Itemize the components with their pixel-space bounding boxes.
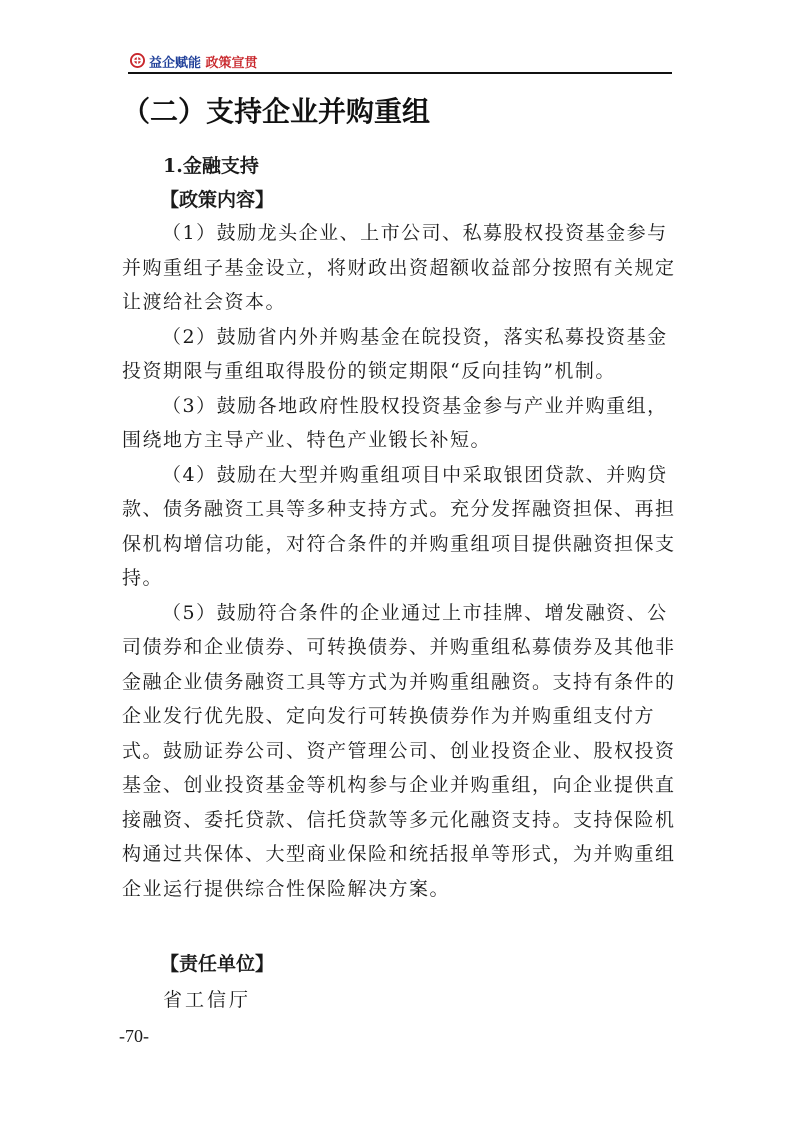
paragraph: （4）鼓励在大型并购重组项目中采取银团贷款、并购贷款、债务融资工具等多种支持方式。充分发挥融资担保、再担保机构增信功能，对符合条件的并购重组项目提供融资担保支持。: [122, 463, 676, 589]
paragraph: （3）鼓励各地政府性股权投资基金参与产业并购重组，围绕地方主导产业、特色产业锻长补短。: [122, 394, 668, 451]
paragraph: （5）鼓励符合条件的企业通过上市挂牌、增发融资、公司债券和企业债券、可转换债券、并购重组私募债券及其他非金融企业债务融资工具等方式为并购重组融资。支持有条件的企业发行优先股、定向发行可转换债券作为并购重组支付方式。鼓励证券公司、资产管理公司、创业投资企业、股权投资基金、创业投资基金等机构参与企业并购重组，向企业提供直接融资、委托贷款、信托贷款等多元化融资支持。支持保险机构通过共保体、大型商业保险和统括报单等形式，为并购重组企业运行提供综合性保险解决方案。: [122, 601, 676, 900]
section-title: （二）支持企业并购重组: [122, 95, 431, 128]
header-divider: [128, 72, 672, 74]
paragraph: （2）鼓励省内外并购基金在皖投资，落实私募投资基金投资期限与重组取得股份的锁定期限“反向挂钩”机制。: [122, 325, 668, 382]
responsible-unit: 省工信厅: [163, 989, 252, 1011]
header-brand: [149, 52, 258, 71]
paragraph: （1）鼓励龙头企业、上市公司、私募股权投资基金参与并购重组子基金设立，将财政出资超额收益部分按照有关规定让渡给社会资本。: [122, 222, 676, 313]
brand-part-1: 益企赋能: [149, 56, 202, 71]
page-number: -70-: [119, 1026, 149, 1046]
brand-part-2: 政策宣贯: [205, 56, 258, 71]
policy-content-label: 【政策内容】: [160, 189, 275, 211]
circle-emblem-icon: [130, 53, 145, 68]
subsection-title: 1.金融支持: [163, 155, 259, 177]
page-header: [128, 50, 672, 72]
policy-content: [122, 216, 682, 906]
responsible-unit-label: 【责任单位】: [160, 953, 275, 975]
